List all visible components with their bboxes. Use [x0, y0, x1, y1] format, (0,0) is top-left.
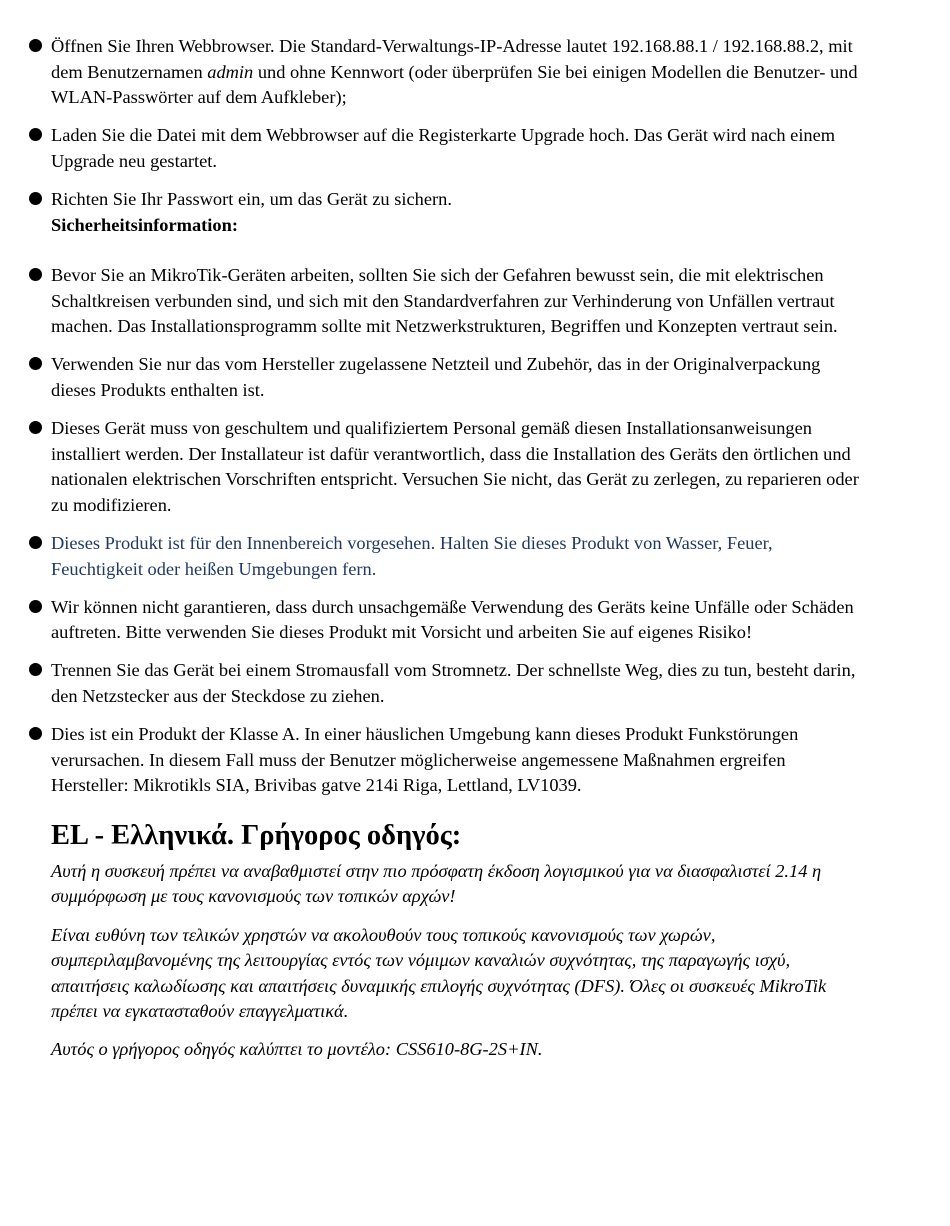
- safety-list: [0, 263, 950, 799]
- step-text-continued: und ohne Kennwort (oder überprüfen Sie bei einigen Modellen die Benutzer- und WLAN-Passwörter auf dem Aufkleber);: [51, 61, 858, 108]
- step-text: Laden Sie die Datei mit dem Webbrowser auf die Registerkarte Upgrade hoch. Das Gerät wird nach einem Upgrade neu gestartet.: [51, 125, 836, 171]
- paragraph: Αυτή η συσκευή πρέπει να αναβαθμιστεί στην πιο πρόσφατη έκδοση λογισμικού για να διασφαλιστεί 2.14 η συμμόρφωση με τους κανονισμούς των τοπικών αρχών!: [51, 860, 822, 907]
- step-text: Öffnen Sie Ihren Webbrowser. Die Standard-Verwaltungs-IP-Adresse lautet 192.168.88.1 / 192.168.88.2, mit dem Benutzernamen: [51, 36, 853, 82]
- list-item: [0, 123, 863, 174]
- bullet-icon: [29, 357, 42, 370]
- bullet-icon: [29, 268, 42, 281]
- list-item: [0, 34, 863, 111]
- safety-text: Dieses Gerät muss von geschultem und qualifiziertem Personal gemäß diesen Installationsanweisungen installiert werden. Der Installateur ist dafür verantwortlich, dass die Installation des Geräts den örtlichen und nationalen elektrischen Vorschriften entspricht. Versuchen Sie nicht, das Gerät zu zerlegen, zu reparieren oder zu modifizieren.: [51, 418, 859, 515]
- list-item: [0, 187, 863, 238]
- section-title: EL - Ελληνικά. Γρήγορος οδηγός:: [51, 819, 462, 851]
- bullet-icon: [29, 600, 42, 613]
- list-item: [0, 595, 863, 646]
- list-item: [0, 722, 863, 799]
- safety-text: Trennen Sie das Gerät bei einem Stromausfall vom Stromnetz. Der schnellste Weg, dies zu tun, besteht darin, den Netzstecker aus der Steckdose zu ziehen.: [51, 660, 856, 706]
- username-emphasis: admin: [207, 61, 254, 82]
- safety-text: Dieses Produkt ist für den Innenbereich vorgesehen. Halten Sie dieses Produkt von Wasser, Feuer, Feuchtigkeit oder heißen Umgebungen fern.: [51, 533, 773, 579]
- list-item: [0, 352, 863, 403]
- safety-text: Wir können nicht garantieren, dass durch unsachgemäße Verwendung des Geräts keine Unfälle oder Schäden auftreten. Bitte verwenden Sie dieses Produkt mit Vorsicht und arbeiten Sie auf eigenes Risiko!: [51, 596, 854, 643]
- greek-section: [0, 819, 863, 1063]
- paragraph: Αυτός ο γρήγορος οδηγός καλύπτει το μοντέλο: CSS610-8G-2S+IN.: [51, 1039, 543, 1060]
- list-item-highlighted: [0, 531, 863, 582]
- bullet-icon: [29, 192, 42, 205]
- bullet-icon: [29, 39, 42, 52]
- setup-steps-list: [0, 34, 950, 238]
- bullet-icon: [29, 536, 42, 549]
- bullet-icon: [29, 421, 42, 434]
- step-text: Richten Sie Ihr Passwort ein, um das Gerät zu sichern.: [51, 188, 452, 209]
- document-page: [0, 34, 950, 1076]
- list-item: [0, 263, 863, 340]
- safety-text: Bevor Sie an MikroTik-Geräten arbeiten, sollten Sie sich der Gefahren bewusst sein, die mit elektrischen Schaltkreisen verbunden sind, und sich mit den Standardverfahren zur Verhinderung von Unfällen vertraut machen. Das Installationsprogramm sollte mit Netzwerkstrukturen, Begriffen und Konzepten vertraut sein.: [51, 265, 838, 337]
- safety-text: Dies ist ein Produkt der Klasse A. In einer häuslichen Umgebung kann dieses Produkt Funkstörungen verursachen. In diesem Fall muss der Benutzer möglicherweise angemessene Maßnahmen ergreifen Hersteller: Mikrotikls SIA, Brivibas gatve 214i Riga, Lettland, LV1039.: [51, 724, 799, 796]
- bullet-icon: [29, 128, 42, 141]
- safety-text: Verwenden Sie nur das vom Hersteller zugelassene Netzteil und Zubehör, das in der Originalverpackung dieses Produkts enthalten ist.: [51, 354, 821, 401]
- safety-heading: Sicherheitsinformation:: [51, 214, 238, 235]
- list-item: [0, 416, 863, 518]
- bullet-icon: [29, 663, 42, 676]
- paragraph: Είναι ευθύνη των τελικών χρηστών να ακολουθούν τους τοπικούς κανονισμούς των χωρών, συμπεριλαμβανομένης της λειτουργίας εντός των νόμιμων καναλιών συχνότητας, της παραγωγής ισχύ, απαιτήσεις καλωδίωσης και απαιτήσεις δυναμικής επιλογής συχνότητας (DFS). Όλες οι συσκευές MikroTik πρέπει να εγκατασταθούν επαγγελματικά.: [51, 924, 827, 1022]
- bullet-icon: [29, 727, 42, 740]
- list-item: [0, 658, 863, 709]
